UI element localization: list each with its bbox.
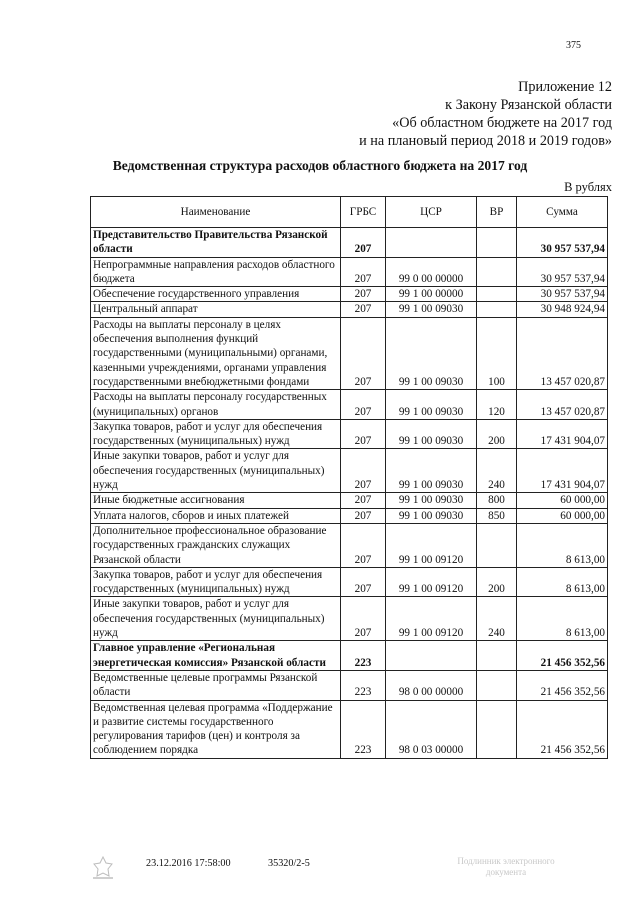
cell-name: Иные закупки товаров, работ и услуг для обеспечения государственных (муниципальных) нужд: [91, 449, 341, 493]
cell-csr: 99 1 00 09030: [386, 419, 477, 449]
cell-grbs: 207: [341, 228, 386, 258]
table-row: [91, 567, 608, 597]
cell-grbs: 207: [341, 523, 386, 567]
cell-csr: 99 1 00 09030: [386, 508, 477, 523]
cell-vr: [477, 700, 517, 758]
cell-vr: 850: [477, 508, 517, 523]
units-label: В рублях: [564, 180, 612, 194]
appendix-line-4: и на плановый период 2018 и 2019 годов»: [359, 133, 612, 149]
cell-csr: 99 1 00 09120: [386, 523, 477, 567]
cell-name: Закупка товаров, работ и услуг для обеспечения государственных (муниципальных) нужд: [91, 567, 341, 597]
cell-sum: 8 613,00: [517, 567, 608, 597]
table-row: [91, 523, 608, 567]
emblem-stamp-icon: [88, 855, 118, 881]
table-row: [91, 493, 608, 508]
appendix-line-3: «Об областном бюджете на 2017 год: [392, 115, 612, 131]
cell-grbs: 207: [341, 302, 386, 317]
table-header-row: [91, 197, 608, 228]
budget-table: [90, 196, 608, 759]
footer-datetime: 23.12.2016 17:58:00: [146, 858, 231, 869]
cell-sum: 13 457 020,87: [517, 390, 608, 420]
appendix-line-2: к Закону Рязанской области: [445, 97, 612, 113]
cell-name: Расходы на выплаты персоналу государственных (муниципальных) органов: [91, 390, 341, 420]
cell-sum: 60 000,00: [517, 493, 608, 508]
cell-csr: [386, 228, 477, 258]
cell-csr: 99 1 00 09120: [386, 597, 477, 641]
table-row: [91, 257, 608, 287]
cell-grbs: 223: [341, 641, 386, 671]
cell-name: Закупка товаров, работ и услуг для обеспечения государственных (муниципальных) нужд: [91, 419, 341, 449]
cell-grbs: 207: [341, 597, 386, 641]
cell-name: Центральный аппарат: [91, 302, 341, 317]
table-row: [91, 670, 608, 700]
cell-csr: 99 1 00 09120: [386, 567, 477, 597]
header-sum: Сумма: [517, 197, 608, 228]
cell-csr: 98 0 00 00000: [386, 670, 477, 700]
cell-sum: 21 456 352,56: [517, 641, 608, 671]
table-row: [91, 449, 608, 493]
cell-grbs: 223: [341, 670, 386, 700]
cell-name: Представительство Правительства Рязанской области: [91, 228, 341, 258]
cell-name: Главное управление «Региональная энергетическая комиссия» Рязанской области: [91, 641, 341, 671]
cell-csr: 99 1 00 09030: [386, 493, 477, 508]
cell-sum: 21 456 352,56: [517, 700, 608, 758]
header-vr: ВР: [477, 197, 517, 228]
cell-sum: 30 957 537,94: [517, 228, 608, 258]
cell-csr: 99 0 00 00000: [386, 257, 477, 287]
cell-vr: [477, 641, 517, 671]
cell-name: Непрограммные направления расходов областного бюджета: [91, 257, 341, 287]
appendix-header: [192, 78, 612, 150]
cell-grbs: 207: [341, 449, 386, 493]
cell-sum: 21 456 352,56: [517, 670, 608, 700]
document-title: Ведомственная структура расходов областного бюджета на 2017 год: [112, 158, 528, 173]
cell-vr: 240: [477, 597, 517, 641]
cell-vr: [477, 228, 517, 258]
page-number: 375: [566, 40, 581, 51]
footer-doc-code: 35320/2-5: [268, 858, 310, 869]
cell-vr: [477, 302, 517, 317]
cell-sum: 30 957 537,94: [517, 287, 608, 302]
table-row: [91, 597, 608, 641]
table-row: [91, 302, 608, 317]
cell-sum: 17 431 904,07: [517, 419, 608, 449]
cell-sum: 30 948 924,94: [517, 302, 608, 317]
cell-name: Уплата налогов, сборов и иных платежей: [91, 508, 341, 523]
cell-name: Расходы на выплаты персоналу в целях обеспечения выполнения функций государственными (муниципальными) органами, казенными учреждениями, органами управления государственными внебюджетными фондами: [91, 317, 341, 389]
cell-csr: 99 1 00 09030: [386, 390, 477, 420]
cell-csr: 99 1 00 09030: [386, 302, 477, 317]
table-row: [91, 317, 608, 389]
cell-grbs: 207: [341, 493, 386, 508]
appendix-line-1: Приложение 12: [518, 79, 612, 95]
cell-grbs: 207: [341, 508, 386, 523]
cell-name: Иные бюджетные ассигнования: [91, 493, 341, 508]
footer-watermark: Подлинник электронного документа: [457, 856, 555, 877]
cell-sum: 8 613,00: [517, 597, 608, 641]
cell-grbs: 207: [341, 257, 386, 287]
cell-vr: [477, 287, 517, 302]
cell-grbs: 207: [341, 419, 386, 449]
cell-name: Ведомственные целевые программы Рязанской области: [91, 670, 341, 700]
table-row: [91, 641, 608, 671]
cell-grbs: 207: [341, 567, 386, 597]
cell-vr: 200: [477, 419, 517, 449]
cell-vr: 100: [477, 317, 517, 389]
cell-csr: 99 1 00 00000: [386, 287, 477, 302]
cell-vr: [477, 670, 517, 700]
cell-vr: 800: [477, 493, 517, 508]
cell-csr: 99 1 00 09030: [386, 449, 477, 493]
cell-grbs: 223: [341, 700, 386, 758]
cell-sum: 17 431 904,07: [517, 449, 608, 493]
cell-grbs: 207: [341, 317, 386, 389]
cell-name: Дополнительное профессиональное образование государственных гражданских служащих Рязанской области: [91, 523, 341, 567]
header-grbs: ГРБС: [341, 197, 386, 228]
cell-name: Иные закупки товаров, работ и услуг для обеспечения государственных (муниципальных) нужд: [91, 597, 341, 641]
table-row: [91, 700, 608, 758]
table-row: [91, 508, 608, 523]
cell-vr: 200: [477, 567, 517, 597]
cell-vr: [477, 257, 517, 287]
cell-name: Ведомственная целевая программа «Поддержание и развитие системы государственного регулирования тарифов (цен) и контроля за соблюдением порядка: [91, 700, 341, 758]
cell-csr: 99 1 00 09030: [386, 317, 477, 389]
table-row: [91, 228, 608, 258]
cell-csr: [386, 641, 477, 671]
cell-sum: 8 613,00: [517, 523, 608, 567]
table-row: [91, 419, 608, 449]
cell-vr: 120: [477, 390, 517, 420]
cell-vr: 240: [477, 449, 517, 493]
table-body: [91, 228, 608, 759]
cell-grbs: 207: [341, 287, 386, 302]
cell-grbs: 207: [341, 390, 386, 420]
table-row: [91, 390, 608, 420]
header-csr: ЦСР: [386, 197, 477, 228]
cell-csr: 98 0 03 00000: [386, 700, 477, 758]
table-row: [91, 287, 608, 302]
header-name: Наименование: [91, 197, 341, 228]
cell-vr: [477, 523, 517, 567]
cell-sum: 30 957 537,94: [517, 257, 608, 287]
cell-sum: 13 457 020,87: [517, 317, 608, 389]
cell-sum: 60 000,00: [517, 508, 608, 523]
cell-name: Обеспечение государственного управления: [91, 287, 341, 302]
